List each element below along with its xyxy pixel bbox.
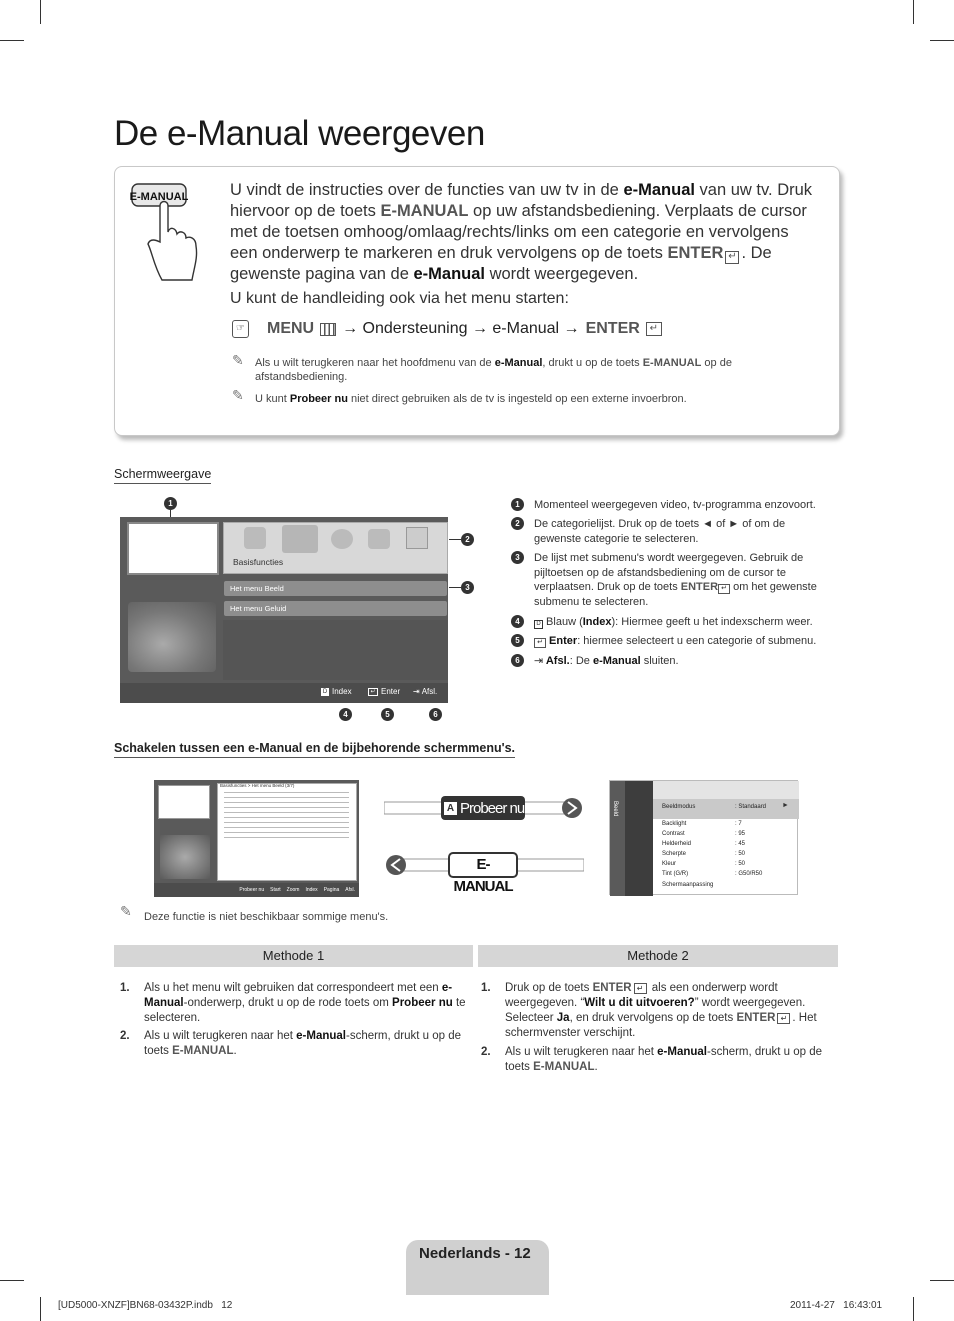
callout-2: 2 bbox=[461, 533, 474, 546]
method-1-step-num: 2. bbox=[120, 1030, 130, 1042]
thumb-text-lines bbox=[224, 792, 349, 842]
method-2-step-2: Als u wilt terugkeren naar het e-Manual-scherm, drukt u op de toets E-MANUAL. bbox=[505, 1046, 823, 1073]
menu-grid-icon bbox=[320, 323, 336, 336]
submenu-panel bbox=[223, 620, 448, 680]
note-pencil-icon: ✎ bbox=[232, 387, 244, 403]
osd-row-label: Schermaanpassing bbox=[662, 882, 714, 888]
footer-file-info: [UD5000-XNZF]BN68-03432P.indb 12 bbox=[58, 1300, 233, 1311]
page-title: De e-Manual weergeven bbox=[114, 114, 485, 153]
category-icon-selected[interactable] bbox=[282, 525, 318, 553]
osd-row-label: Kleur bbox=[662, 861, 677, 867]
submenu-item-geluid[interactable]: Het menu Geluid bbox=[224, 601, 447, 616]
crop-mark bbox=[40, 0, 41, 24]
menu-path: ☞ MENU → Ondersteuning → e-Manual → ENTER ↵ bbox=[232, 320, 662, 338]
switch-note: Deze functie is niet beschikbaar sommige menu's. bbox=[144, 911, 389, 923]
emanual-button-label: E-MANUAL bbox=[130, 191, 189, 203]
crop-mark bbox=[930, 40, 954, 41]
category-label: Basisfuncties bbox=[233, 557, 284, 567]
category-icon[interactable] bbox=[406, 527, 428, 549]
blue-d-icon: D bbox=[534, 620, 543, 629]
thumb-bar-item: Index bbox=[305, 887, 318, 893]
method-1-step-1: Als u het menu wilt gebruiken dat correspondeert met een e-Manual-onderwerp, drukt u op de rode toets om Probeer nu te selecteren. bbox=[144, 982, 466, 1024]
switch-section-heading: Schakelen tussen een e-Manual en de bijbehorende schermmenu's. bbox=[114, 741, 515, 758]
method-1-step-num: 1. bbox=[120, 982, 130, 994]
enter-icon: ↵ bbox=[634, 983, 647, 994]
exit-icon: ⇥ bbox=[413, 687, 420, 696]
intro-paragraph: U vindt de instructies over de functies van uw tv in de e-Manual van uw tv. Druk hiervoor op de toets E-MANUAL op uw afstandsbediening. Verplaats de cursor met de toetsen omhoog/omlaag/rechts/links om een categorie en vervolgens een onderwerp te markeren en druk vervolgens op de toets ENTER ↵ . De gewenste pagina van de e-Manual wordt weergegeven. bbox=[230, 181, 813, 283]
osd-row-label: Helderheid bbox=[662, 841, 692, 847]
osd-sidebar bbox=[610, 781, 625, 896]
legend-item: 5 ↵ Enter: hiermee selecteert u een categorie of submenu. bbox=[511, 634, 524, 647]
method-2-header: Methode 2 bbox=[478, 945, 838, 967]
hand-pointer-icon: ☞ bbox=[232, 320, 249, 338]
category-icon[interactable] bbox=[244, 527, 266, 549]
thumb-video bbox=[158, 785, 210, 819]
thumb-bar-item: Start bbox=[270, 887, 281, 893]
enter-button[interactable]: ↵ Enter bbox=[368, 687, 400, 696]
osd-row-label: Scherpte bbox=[662, 851, 687, 857]
osd-row-value: : 50 bbox=[735, 861, 746, 867]
osd-row-label: Backlight bbox=[662, 821, 687, 827]
legend-item: 2 De categorielijst. Druk op de toets ◄ of ► of om de gewenste categorie te selecteren. bbox=[511, 517, 524, 530]
thumb-tv-illustration bbox=[160, 835, 210, 879]
callout-4: 4 bbox=[339, 708, 352, 721]
note-probeer: U kunt Probeer nu niet direct gebruiken als de tv is ingesteld op een externe invoerbron. bbox=[255, 393, 687, 405]
footer-timestamp: 2011-4-27 16:43:01 bbox=[790, 1300, 883, 1311]
crop-mark bbox=[0, 40, 24, 41]
callout-line bbox=[449, 587, 461, 588]
blue-d-icon: D bbox=[322, 688, 328, 695]
category-icon[interactable] bbox=[331, 529, 353, 549]
screen-section-heading: Schermweergave bbox=[114, 467, 211, 484]
osd-icon-column bbox=[625, 781, 653, 896]
enter-icon: ↵ bbox=[777, 1013, 790, 1024]
legend-item: 4 D Blauw (Index): Hiermee geeft u het indexscherm weer. bbox=[511, 615, 524, 628]
red-a-icon: A bbox=[444, 802, 457, 815]
callout-1: 1 bbox=[164, 497, 177, 510]
method-2-step-num: 1. bbox=[481, 982, 491, 994]
enter-icon: ↵ bbox=[368, 688, 378, 696]
thumb-header: Basisfuncties > Het menu Beeld (3/7) bbox=[220, 783, 295, 788]
osd-top-bar bbox=[653, 781, 799, 799]
page-language-label: Nederlands - 12 bbox=[419, 1245, 531, 1262]
enter-icon: ↵ bbox=[725, 251, 739, 264]
legend-item: 6 ⇥ Afsl.: De e-Manual sluiten. bbox=[511, 654, 524, 667]
thumb-bar-item: Afsl. bbox=[345, 887, 355, 893]
video-window bbox=[127, 522, 219, 575]
osd-row-value: : G50/R50 bbox=[735, 871, 763, 877]
callout-5: 5 bbox=[381, 708, 394, 721]
osd-row-label: Contrast bbox=[662, 831, 685, 837]
thumb-bottom-bar bbox=[154, 883, 359, 897]
emanual-button[interactable]: E-MANUAL bbox=[448, 852, 518, 878]
osd-row-value: : 95 bbox=[735, 831, 746, 837]
osd-row-label: Tint (G/R) bbox=[662, 871, 689, 877]
note-return: Als u wilt terugkeren naar het hoofdmenu van de e-Manual, drukt u op de toets E-MANUAL op de afstandsbediening. bbox=[255, 357, 732, 383]
tv-illustration bbox=[128, 602, 216, 672]
legend-item: 3 De lijst met submenu's wordt weergegeven. Gebruik de pijltoetsen op de afstandsbediening om de cursor te verplaatsen. Druk op de toets ENTER ↵ om het gewenste submenu te selecteren. bbox=[511, 551, 524, 564]
exit-icon: ⇥ bbox=[534, 655, 544, 667]
callout-6: 6 bbox=[429, 708, 442, 721]
osd-menu bbox=[609, 780, 798, 895]
method-2-step-1: Druk op de toets ENTER ↵ als een onderwerp wordt weergegeven. “Wilt u dit uitvoeren?” wordt weergegeven. Selecteer Ja, en druk vervolgens op de toets ENTER ↵ . Het schermvenster verschijnt. bbox=[505, 982, 817, 1039]
osd-row-value: : 7 bbox=[735, 821, 742, 827]
category-icon[interactable] bbox=[368, 529, 390, 549]
note-pencil-icon: ✎ bbox=[120, 903, 132, 919]
hand-press-icon bbox=[130, 180, 220, 290]
crop-mark bbox=[913, 0, 914, 24]
crop-mark bbox=[930, 1280, 954, 1281]
enter-icon: ↵ bbox=[646, 322, 662, 336]
note-pencil-icon: ✎ bbox=[232, 352, 244, 368]
method-1-step-2: Als u wilt terugkeren naar het e-Manual-scherm, drukt u op de toets E-MANUAL. bbox=[144, 1030, 462, 1057]
osd-row-value: : 45 bbox=[735, 841, 746, 847]
osd-row-value: : 50 bbox=[735, 851, 746, 857]
enter-icon: ↵ bbox=[718, 584, 730, 594]
osd-side-label: Beeld bbox=[612, 801, 618, 817]
exit-button[interactable]: ⇥ Afsl. bbox=[413, 687, 438, 696]
legend-item: 1 Momenteel weergegeven video, tv-programma enzovoort. bbox=[511, 498, 524, 511]
chevron-right-icon: ► bbox=[782, 802, 789, 809]
enter-icon: ↵ bbox=[534, 638, 546, 648]
callout-3: 3 bbox=[461, 581, 474, 594]
crop-mark bbox=[40, 1297, 41, 1321]
submenu-item-beeld[interactable]: Het menu Beeld bbox=[224, 581, 447, 596]
emanual-thumbnail bbox=[154, 780, 359, 897]
method-1-header: Methode 1 bbox=[114, 945, 473, 967]
thumb-bar-item: Probeer nu bbox=[239, 887, 265, 893]
crop-mark bbox=[0, 1280, 24, 1281]
emanual-screen bbox=[120, 517, 448, 703]
probeer-nu-button[interactable]: A Probeer nu bbox=[441, 796, 525, 820]
osd-row-value: : Standaard bbox=[735, 804, 767, 810]
menu-start-text: U kunt de handleiding ook via het menu starten: bbox=[230, 290, 569, 307]
index-button[interactable]: D Index bbox=[322, 687, 352, 696]
thumb-bar-item: Zoom bbox=[286, 887, 300, 893]
osd-row-label: Beeldmodus bbox=[662, 804, 696, 810]
crop-mark bbox=[913, 1297, 914, 1321]
callout-line bbox=[449, 539, 461, 540]
thumb-bar-item: Pagina bbox=[323, 887, 340, 893]
method-2-step-num: 2. bbox=[481, 1046, 491, 1058]
